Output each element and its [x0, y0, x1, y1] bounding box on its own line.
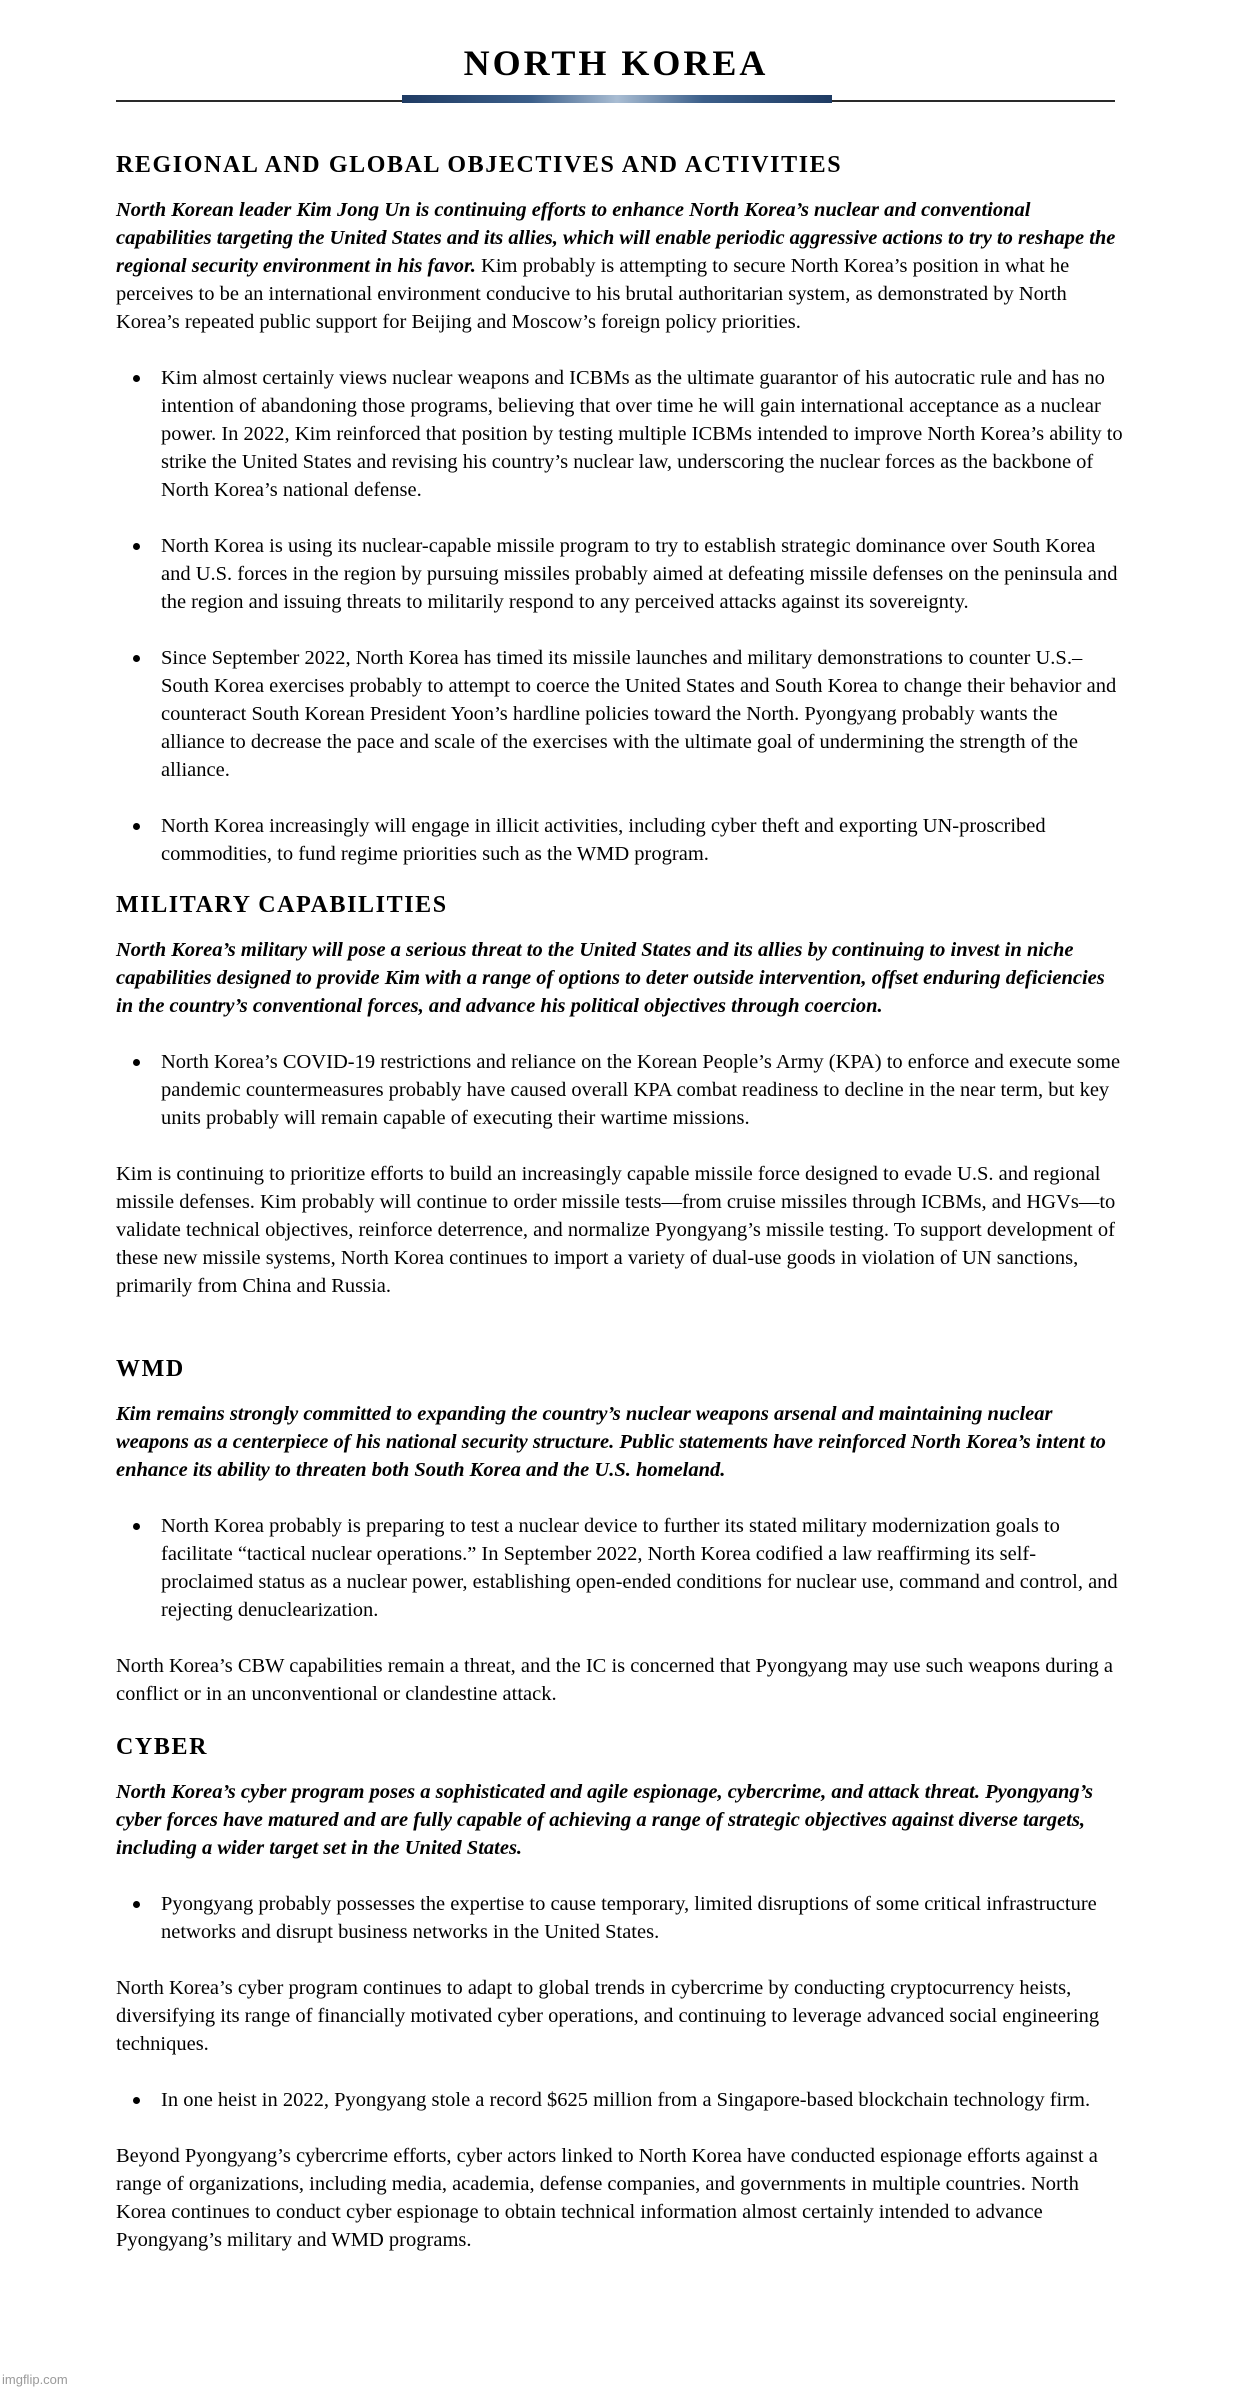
- section-lead-paragraph: North Korea’s cyber program poses a sophisticated and agile espionage, cybercrime, and attack threat. Pyongyang’s cyber forces have matured and are fully capable of achieving a range of strategic objectives against diverse targets, including a wider target set in the United States.: [116, 1781, 1093, 1859]
- body-paragraph: North Korea’s CBW capabilities remain a threat, and the IC is concerned that Pyongyang may use such weapons during a conflict or in an unconventional or clandestine attack.: [116, 1655, 1114, 1705]
- lead-rest-text: Kim probably is attempting to secure North Korea’s position in what he perceives to be an international environment conducive to his brutal authoritarian system, as demonstrated by North Korea’s repeated public support for Beijing and Moscow’s foreign policy priorities.: [116, 255, 1070, 333]
- bullet-item: North Korea’s COVID-19 restrictions and reliance on the Korean People’s Army (KPA) to enforce and execute some pandemic countermeasures probably have caused overall KPA combat readiness to decline in the near term, but key units probably will remain capable of executing their wartime missions.: [116, 1048, 1126, 1132]
- bullet-item: Pyongyang probably possesses the expertise to cause temporary, limited disruptions of some critical infrastructure networks and disrupt business networks in the United States.: [116, 1890, 1126, 1946]
- section-heading: WMD: [116, 1356, 185, 1382]
- bullet-item: North Korea probably is preparing to test a nuclear device to further its stated military modernization goals to facilitate “tactical nuclear operations.” In September 2022, North Korea codified a law reaffirming its self-proclaimed status as a nuclear power, establishing open-ended conditions for nuclear use, command and control, and rejecting denuclearization.: [116, 1512, 1126, 1624]
- bullet-item: Kim almost certainly views nuclear weapons and ICBMs as the ultimate guarantor of his autocratic rule and has no intention of abandoning those programs, believing that over time he will gain international acceptance as a nuclear power. In 2022, Kim reinforced that position by testing multiple ICBMs intended to improve North Korea’s ability to strike the United States and revising his country’s nuclear law, underscoring the nuclear forces as the backbone of North Korea’s national defense.: [116, 364, 1126, 504]
- bullet-list: [116, 1048, 1126, 1132]
- page-title: NORTH KOREA: [463, 43, 769, 83]
- body-paragraph: North Korea’s cyber program continues to adapt to global trends in cybercrime by conducting cryptocurrency heists, diversifying its range of financially motivated cyber operations, and continuing to leverage advanced social engineering techniques.: [116, 1977, 1100, 2055]
- title-accent-bar: [402, 95, 832, 103]
- bullet-list: [116, 1890, 1126, 1946]
- body-paragraph: Kim is continuing to prioritize efforts to build an increasingly capable missile force designed to evade U.S. and regional missile defenses. Kim probably will continue to order missile tests—from cruise missiles through ICBMs, and HGVs—to validate technical objectives, reinforce deterrence, and normalize Pyongyang’s missile testing. To support development of these new missile systems, North Korea continues to import a variety of dual-use goods in violation of UN sanctions, primarily from China and Russia.: [116, 1163, 1116, 1297]
- lead-bold-text: North Korean leader Kim Jong Un is continuing efforts to enhance North Korea’s nuclear and conventional capabilities targeting the United States and its allies, which will enable periodic aggressive actions to try to reshape the regional security environment in his favor.: [116, 199, 1116, 277]
- section-cyber: [116, 1730, 1126, 2254]
- section-heading: CYBER: [116, 1734, 209, 1760]
- document-body: [116, 148, 1126, 2282]
- body-paragraph: Beyond Pyongyang’s cybercrime efforts, cyber actors linked to North Korea have conducted espionage efforts against a range of organizations, including media, academia, defense companies, and governments in multiple countries. North Korea continues to conduct cyber espionage to obtain technical information almost certainly intended to advance Pyongyang’s military and WMD programs.: [116, 2145, 1098, 2251]
- section-lead-paragraph: [116, 196, 1126, 336]
- section-military-capabilities: [116, 888, 1126, 1300]
- section-lead-paragraph: North Korea’s military will pose a serious threat to the United States and its allies by continuing to invest in niche capabilities designed to provide Kim with a range of options to deter outside intervention, offset enduring deficiencies in the country’s conventional forces, and advance his political objectives through coercion.: [116, 939, 1105, 1017]
- bullet-item: North Korea increasingly will engage in illicit activities, including cyber theft and exporting UN-proscribed commodities, to fund regime priorities such as the WMD program.: [116, 812, 1126, 868]
- section-heading: MILITARY CAPABILITIES: [116, 892, 448, 918]
- bullet-item: North Korea is using its nuclear-capable missile program to try to establish strategic dominance over South Korea and U.S. forces in the region by pursuing missiles probably aimed at defeating missile defenses on the peninsula and the region and issuing threats to militarily respond to any perceived attacks against its sovereignty.: [116, 532, 1126, 616]
- section-wmd: [116, 1352, 1126, 1708]
- bullet-item: Since September 2022, North Korea has timed its missile launches and military demonstrations to counter U.S.–South Korea exercises probably to attempt to coerce the United States and South Korea to change their behavior and counteract South Korean President Yoon’s hardline policies toward the North. Pyongyang probably wants the alliance to decrease the pace and scale of the exercises with the ultimate goal of undermining the strength of the alliance.: [116, 644, 1126, 784]
- watermark-text: imgflip.com: [2, 2372, 68, 2387]
- bullet-list: [116, 1512, 1126, 1624]
- bullet-list: [116, 364, 1126, 868]
- bullet-item: In one heist in 2022, Pyongyang stole a record $625 million from a Singapore-based blockchain technology firm.: [116, 2086, 1126, 2114]
- bullet-list: [116, 2086, 1126, 2114]
- section-lead-paragraph: Kim remains strongly committed to expanding the country’s nuclear weapons arsenal and maintaining nuclear weapons as a centerpiece of his national security structure. Public statements have reinforced North Korea’s intent to enhance its ability to threaten both South Korea and the U.S. homeland.: [116, 1403, 1106, 1481]
- section-regional-objectives: [116, 148, 1126, 868]
- section-heading: REGIONAL AND GLOBAL OBJECTIVES AND ACTIVITIES: [116, 152, 843, 178]
